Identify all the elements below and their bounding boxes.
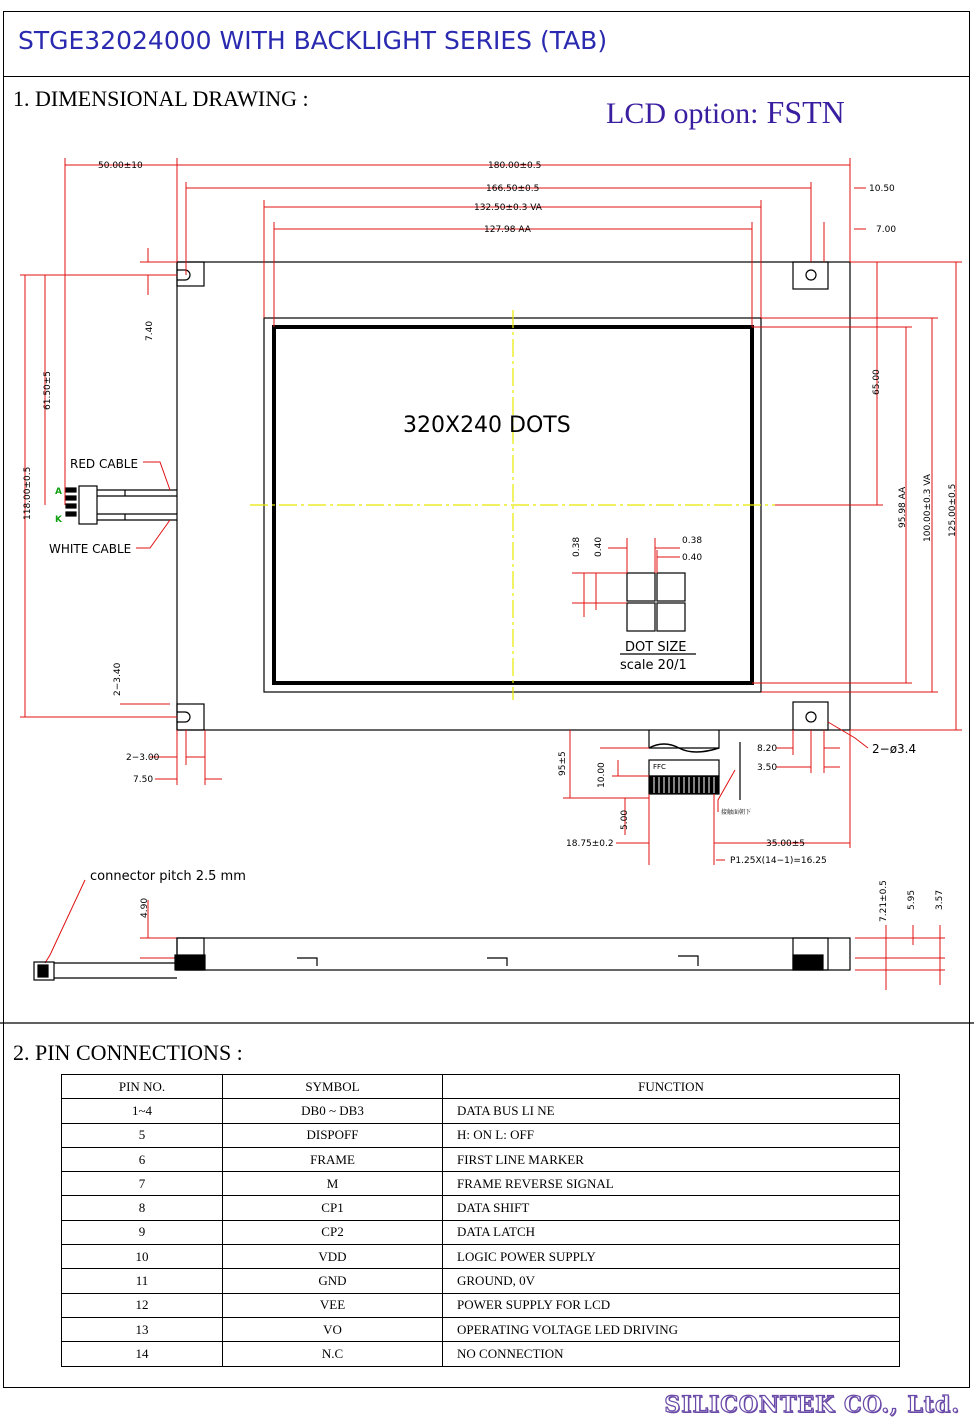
- table-row: [62, 1342, 900, 1366]
- lcd-option-label: LCD option:: [606, 97, 759, 130]
- function-cell: NO CONNECTION: [443, 1342, 900, 1366]
- table-row: [62, 1220, 900, 1244]
- dim-95: 95±5: [558, 751, 568, 776]
- table-header-row: [62, 1075, 900, 1099]
- table-row: [62, 1123, 900, 1147]
- ffc-label: FFC: [653, 763, 666, 771]
- function-cell: DATA BUS LI NE: [443, 1099, 900, 1123]
- screen-label: 320X240 DOTS: [403, 413, 571, 438]
- pin-a-label: A: [55, 487, 62, 497]
- symbol-cell: N.C: [223, 1342, 443, 1366]
- table-row: [62, 1245, 900, 1269]
- dim-65: 65.00: [872, 369, 882, 395]
- pin-no-cell: 14: [62, 1342, 223, 1366]
- dim-7: 7.00: [876, 225, 897, 235]
- pin-no-cell: 6: [62, 1147, 223, 1171]
- symbol-cell: VEE: [223, 1293, 443, 1317]
- table-row: [62, 1099, 900, 1123]
- function-cell: DATA SHIFT: [443, 1196, 900, 1220]
- dim-10-5: 10.50: [869, 184, 895, 194]
- pin-no-cell: 7: [62, 1172, 223, 1196]
- pin-no-cell: 9: [62, 1220, 223, 1244]
- side-view: [34, 938, 850, 980]
- symbol-cell: CP2: [223, 1220, 443, 1244]
- red-cable-label: RED CABLE: [70, 457, 139, 471]
- pin-no-cell: 12: [62, 1293, 223, 1317]
- dim-50: 50.00±10: [98, 161, 143, 171]
- dim-125: 125.00±0.5: [948, 483, 958, 537]
- dim-8-2: 8.20: [757, 744, 778, 754]
- symbol-cell: GND: [223, 1269, 443, 1293]
- function-cell: H: ON L: OFF: [443, 1123, 900, 1147]
- table-row: [62, 1317, 900, 1341]
- mount-hole-icon: [806, 270, 816, 280]
- dim-0-40b: 0.40: [682, 553, 703, 563]
- function-cell: GROUND, 0V: [443, 1269, 900, 1293]
- dim-127-98: 127.98 AA: [484, 225, 531, 235]
- dim-118: 118.00±0.5: [23, 466, 33, 520]
- scale-label: scale 20/1: [620, 658, 687, 673]
- section-heading-pins: 2. PIN CONNECTIONS :: [13, 1040, 243, 1065]
- table-row: [62, 1196, 900, 1220]
- pin-connections-table: [61, 1074, 900, 1367]
- dim-3-5: 3.50: [757, 763, 778, 773]
- dim-61-5: 61.50±5: [43, 370, 53, 410]
- header-pin-no: PIN NO.: [62, 1075, 223, 1099]
- function-cell: LOGIC POWER SUPPLY: [443, 1245, 900, 1269]
- pin-no-cell: 8: [62, 1196, 223, 1220]
- function-cell: POWER SUPPLY FOR LCD: [443, 1293, 900, 1317]
- pin-k-label: K: [55, 515, 62, 525]
- table-row: [62, 1293, 900, 1317]
- dim-5-95: 5.95: [907, 889, 917, 910]
- table-row: [62, 1269, 900, 1293]
- symbol-cell: FRAME: [223, 1147, 443, 1171]
- dim-pitch: P1.25X(14−1)=16.25: [730, 856, 827, 866]
- symbol-cell: DB0 ~ DB3: [223, 1099, 443, 1123]
- dim-95-98: 95.98 AA: [898, 486, 908, 528]
- symbol-cell: VDD: [223, 1245, 443, 1269]
- dim-7-4: 7.40: [145, 320, 155, 341]
- pin-no-cell: 5: [62, 1123, 223, 1147]
- dim-3-4: 2−3.40: [113, 662, 123, 696]
- dim-180: 180.00±0.5: [488, 161, 542, 171]
- ffc-note: 接触面朝下: [721, 809, 752, 816]
- dim-132-5: 132.50±0.3 VA: [474, 203, 542, 213]
- function-cell: FRAME REVERSE SIGNAL: [443, 1172, 900, 1196]
- dim-10: 10.00: [597, 762, 607, 788]
- symbol-cell: M: [223, 1172, 443, 1196]
- section-heading-dimensional: 1. DIMENSIONAL DRAWING :: [13, 86, 309, 111]
- dim-0-40a: 0.40: [594, 536, 604, 557]
- dim-3-57: 3.57: [935, 889, 945, 910]
- dim-100: 100.00±0.3 VA: [923, 474, 933, 542]
- dim-5: 5.00: [620, 809, 630, 830]
- dim-0-38a: 0.38: [572, 536, 582, 557]
- header-function: FUNCTION: [443, 1075, 900, 1099]
- dot-size-label: DOT SIZE: [625, 640, 687, 655]
- connector-note: connector pitch 2.5 mm: [90, 869, 246, 884]
- mount-hole-icon: [806, 712, 816, 722]
- dim-35: 35.00±5: [766, 839, 806, 849]
- page-title: STGE32024000 WITH BACKLIGHT SERIES (TAB): [18, 26, 608, 55]
- symbol-cell: DISPOFF: [223, 1123, 443, 1147]
- function-cell: OPERATING VOLTAGE LED DRIVING: [443, 1317, 900, 1341]
- function-cell: FIRST LINE MARKER: [443, 1147, 900, 1171]
- function-cell: DATA LATCH: [443, 1220, 900, 1244]
- white-cable-label: WHITE CABLE: [49, 542, 132, 556]
- dim-18-75: 18.75±0.2: [566, 839, 614, 849]
- dim-4-9: 4.90: [140, 897, 150, 918]
- lcd-option-value: FSTN: [766, 94, 845, 130]
- dim-7-5: 7.50: [133, 775, 154, 785]
- pin-no-cell: 1~4: [62, 1099, 223, 1123]
- pin-no-cell: 10: [62, 1245, 223, 1269]
- dim-0-38b: 0.38: [682, 536, 703, 546]
- company-logo: SILICONTEK CO., Ltd.: [664, 1392, 960, 1418]
- hole-label: 2−ø3.4: [872, 742, 917, 756]
- table-row: [62, 1172, 900, 1196]
- pin-no-cell: 13: [62, 1317, 223, 1341]
- header-symbol: SYMBOL: [223, 1075, 443, 1099]
- table-row: [62, 1147, 900, 1171]
- symbol-cell: VO: [223, 1317, 443, 1341]
- dim-166-5: 166.50±0.5: [486, 184, 540, 194]
- dim-7-21: 7.21±0.5: [879, 880, 889, 922]
- symbol-cell: CP1: [223, 1196, 443, 1220]
- pin-no-cell: 11: [62, 1269, 223, 1293]
- dim-3: 2−3.00: [126, 753, 160, 763]
